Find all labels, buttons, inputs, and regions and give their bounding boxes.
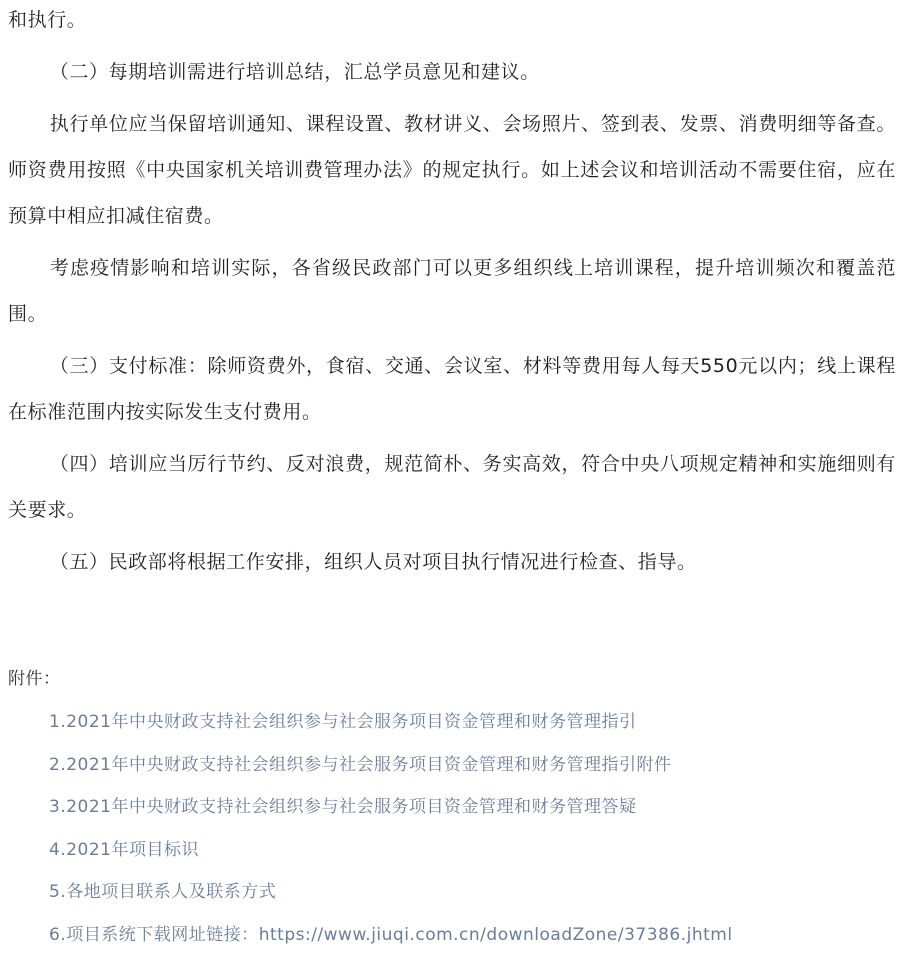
attachment-link-3[interactable]: 3.2021年中央财政支持社会组织参与社会服务项目资金管理和财务管理答疑 bbox=[49, 797, 637, 817]
paragraph-frugality: （四）培训应当厉行节约、反对浪费，规范简朴、务实高效，符合中央八项规定精神和实施细则有关要求。 bbox=[8, 453, 896, 521]
paragraph-payment-standard: （三）支付标准：除师资费外，食宿、交通、会议室、材料等费用每人每天550元以内；线上课程在标准范围内按实际发生支付费用。 bbox=[8, 355, 896, 423]
attachment-link-1[interactable]: 1.2021年中央财政支持社会组织参与社会服务项目资金管理和财务管理指引 bbox=[49, 712, 637, 732]
paragraph-training-summary: （二）每期培训需进行培训总结，汇总学员意见和建议。 bbox=[49, 61, 540, 83]
paragraph-online-training: 考虑疫情影响和培训实际，各省级民政部门可以更多组织线上培训课程，提升培训频次和覆盖范围。 bbox=[8, 257, 896, 325]
document-body bbox=[8, 0, 896, 585]
attachments-label: 附件： bbox=[8, 669, 61, 689]
paragraph-continuation: 和执行。 bbox=[8, 9, 87, 31]
attachments-section bbox=[8, 664, 896, 956]
attachment-link-2[interactable]: 2.2021年中央财政支持社会组织参与社会服务项目资金管理和财务管理指引附件 bbox=[49, 754, 672, 775]
paragraph-inspection: （五）民政部将根据工作安排，组织人员对项目执行情况进行检查、指导。 bbox=[49, 551, 697, 573]
attachment-link-4[interactable]: 4.2021年项目标识 bbox=[49, 839, 199, 860]
attachment-link-5[interactable]: 5.各地项目联系人及联系方式 bbox=[49, 882, 277, 902]
attachment-link-6[interactable]: 6.项目系统下载网址链接：https://www.jiuqi.com.cn/downloadZone/37386.jhtml bbox=[49, 924, 733, 945]
paragraph-records-retention: 执行单位应当保留培训通知、课程设置、教材讲义、会场照片、签到表、发票、消费明细等备查。师资费用按照《中央国家机关培训费管理办法》的规定执行。如上述会议和培训活动不需要住宿，应在预算中相应扣减住宿费。 bbox=[8, 113, 896, 227]
